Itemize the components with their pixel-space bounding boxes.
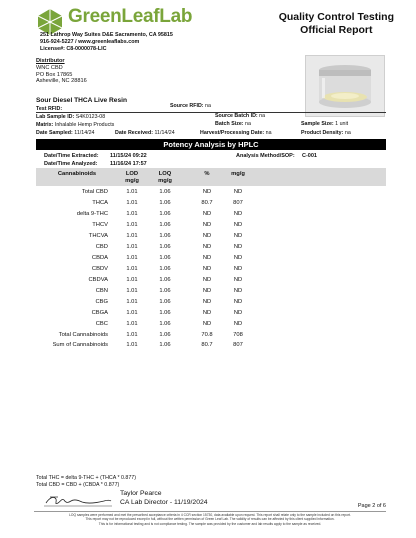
extracted-label: Date/Time Extracted: xyxy=(44,153,99,159)
mg-value: ND xyxy=(233,189,243,195)
cannabinoid-name: CBGA xyxy=(91,310,108,316)
mg-value: 807 xyxy=(233,342,243,348)
footer-line-2: This report may not be reproduced except in full, without the written permission of Green Leaf Lab. The validity of results can be affected by this client supplied information. xyxy=(85,517,335,522)
loq-value: 1.06 xyxy=(159,222,171,228)
lod-value: 1.01 xyxy=(126,200,138,206)
percent-value: ND xyxy=(202,299,212,305)
analyzed-value: 11/16/24 17:57 xyxy=(110,161,147,167)
harvest-value: na xyxy=(265,130,272,136)
cannabinoid-name: THCVA xyxy=(88,233,108,239)
lab-sample-id xyxy=(36,114,105,120)
cannabinoid-name: THCA xyxy=(92,200,108,206)
source-batch-id xyxy=(215,113,265,119)
header-mg: mg/g xyxy=(231,171,245,177)
total-cbd-note: Total CBD = CBD + (CBDA * 0.877) xyxy=(36,482,120,488)
date-sampled xyxy=(36,130,95,136)
table-row xyxy=(36,264,386,274)
mg-value: ND xyxy=(233,222,243,228)
header-lod-unit: mg/g xyxy=(125,177,139,184)
footer-line-1: LOQ samples were performed and met the prescribed acceptance criteria in 4 CCR section 15730, data available upon request. This report shall relate only to the sample included on this report. xyxy=(69,513,351,517)
loq-value: 1.06 xyxy=(159,310,171,316)
table-row xyxy=(36,297,386,307)
sample-size-label: Sample Size: xyxy=(301,121,334,127)
source-rfid-value: na xyxy=(205,103,211,109)
table-row xyxy=(36,330,386,340)
mg-value: 708 xyxy=(233,332,243,338)
cannabinoid-name: Total CBD xyxy=(81,189,108,195)
source-batch-value: na xyxy=(259,113,266,119)
table-row xyxy=(36,308,386,318)
cannabinoid-name: Total Cannabinoids xyxy=(58,332,108,338)
batch-size xyxy=(215,121,251,127)
table-row xyxy=(36,231,386,241)
lod-value: 1.01 xyxy=(126,189,138,195)
signer-title: CA Lab Director - 11/19/2024 xyxy=(120,498,208,506)
product-density xyxy=(301,130,351,136)
header-percent: % xyxy=(204,171,210,177)
loq-value: 1.06 xyxy=(159,299,171,305)
matrix-value: Inhalable Hemp Products xyxy=(54,122,115,128)
totals-notes xyxy=(36,475,136,489)
percent-value: ND xyxy=(202,288,212,294)
table-row xyxy=(36,319,386,329)
density-label: Product Density: xyxy=(301,130,344,136)
distributor-name: WNC CBD xyxy=(36,64,63,71)
table-row xyxy=(36,286,386,296)
loq-value: 1.06 xyxy=(159,244,171,250)
cannabinoid-name: CBN xyxy=(95,288,108,294)
batch-size-value: na xyxy=(245,121,251,127)
lod-value: 1.01 xyxy=(126,233,138,239)
lab-sample-label: Lab Sample ID: xyxy=(36,114,75,120)
header-cannabinoids: Cannabinoids xyxy=(57,171,97,177)
lod-value: 1.01 xyxy=(126,255,138,261)
product-jar-image xyxy=(305,55,385,117)
matrix xyxy=(36,122,114,128)
report-title-line-2: Official Report xyxy=(300,24,373,36)
mg-value: ND xyxy=(233,233,243,239)
source-rfid xyxy=(170,103,211,109)
mg-value: ND xyxy=(233,277,243,283)
lod-value: 1.01 xyxy=(126,288,138,294)
mg-value: ND xyxy=(233,244,243,250)
lab-sample-value: S4K0123-08 xyxy=(75,114,106,120)
header-loq-unit: mg/g xyxy=(158,177,172,184)
table-row xyxy=(36,209,386,219)
mg-value: ND xyxy=(233,266,243,272)
percent-value: ND xyxy=(202,277,212,283)
loq-value: 1.06 xyxy=(159,321,171,327)
report-title xyxy=(279,11,394,37)
lod-value: 1.01 xyxy=(126,222,138,228)
cannabinoid-name: Sum of Cannabinoids xyxy=(52,342,108,348)
mg-value: ND xyxy=(233,299,243,305)
cannabinoid-name: THCV xyxy=(92,222,108,228)
percent-value: ND xyxy=(202,189,212,195)
table-row xyxy=(36,242,386,252)
lod-value: 1.01 xyxy=(126,310,138,316)
percent-value: 70.8 xyxy=(201,332,213,338)
table-row xyxy=(36,253,386,263)
cannabinoid-name: CBC xyxy=(95,321,108,327)
cannabinoid-name: delta 9-THC xyxy=(76,211,108,217)
loq-value: 1.06 xyxy=(159,277,171,283)
table-header xyxy=(36,168,386,186)
report-title-line-1: Quality Control Testing xyxy=(278,11,394,23)
address-line-1: 251 Lathrop Way Suites D&E Sacramento, CA 95815 xyxy=(40,32,173,38)
product-name: Sour Diesel THCA Live Resin xyxy=(36,97,127,104)
method-label: Analysis Method/SOP: xyxy=(236,153,295,159)
extracted-value: 11/15/24 09:22 xyxy=(110,153,147,159)
mg-value: ND xyxy=(233,321,243,327)
signer-name: Taylor Pearce xyxy=(120,490,162,497)
sample-size-value: 1 unit xyxy=(335,121,349,127)
lod-value: 1.01 xyxy=(126,277,138,283)
lod-value: 1.01 xyxy=(126,211,138,217)
loq-value: 1.06 xyxy=(159,332,171,338)
percent-value: ND xyxy=(202,266,212,272)
report-footer xyxy=(34,511,386,526)
loq-value: 1.06 xyxy=(159,255,171,261)
analyzed-label: Date/Time Analyzed: xyxy=(44,161,98,167)
matrix-label: Matrix: xyxy=(36,122,54,128)
signer-block xyxy=(120,490,208,507)
mg-value: ND xyxy=(233,211,243,217)
brand-name: GreenLeafLab xyxy=(68,6,193,27)
mg-value: ND xyxy=(233,288,243,294)
address-line-2: 916-924-5227 / www.greenleaflabs.com xyxy=(40,39,140,46)
address-line-3: License#: C8-0000078-LIC xyxy=(40,46,107,53)
date-received-value: 11/14/24 xyxy=(154,130,175,136)
mg-value: 807 xyxy=(233,200,243,206)
distributor-block xyxy=(36,58,87,85)
lod-value: 1.01 xyxy=(126,321,138,327)
percent-value: ND xyxy=(202,233,212,239)
test-rfid-label: Test RFID: xyxy=(36,106,63,112)
percent-value: ND xyxy=(202,222,212,228)
batch-size-label: Batch Size: xyxy=(215,121,244,127)
header-loq xyxy=(150,171,180,184)
lab-address xyxy=(40,32,173,54)
divider xyxy=(36,112,386,113)
table-row xyxy=(36,340,386,350)
loq-value: 1.06 xyxy=(159,342,171,348)
header-lod xyxy=(116,171,148,184)
date-received xyxy=(115,130,175,136)
harvest-date xyxy=(200,130,272,136)
distributor-box: PO Box 17865 xyxy=(36,71,73,78)
cannabinoid-name: CBDV xyxy=(91,266,108,272)
method-value: C-001 xyxy=(302,153,317,159)
loq-value: 1.06 xyxy=(159,233,171,239)
cannabinoid-name: CBDVA xyxy=(88,277,108,283)
percent-value: ND xyxy=(202,321,212,327)
percent-value: 80.7 xyxy=(201,200,213,206)
lod-value: 1.01 xyxy=(126,332,138,338)
lod-value: 1.01 xyxy=(126,299,138,305)
header-loq-label: LOQ xyxy=(158,171,172,177)
density-value: na xyxy=(344,130,351,136)
table-row xyxy=(36,275,386,285)
percent-value: ND xyxy=(202,211,212,217)
source-batch-label: Source Batch ID: xyxy=(215,113,258,119)
signature-image xyxy=(44,494,112,508)
date-sampled-value: 11/14/24 xyxy=(74,130,95,136)
cannabinoid-name: CBDA xyxy=(91,255,108,261)
mg-value: ND xyxy=(233,255,243,261)
total-thc-note: Total THC = delta 9-THC + (THCA * 0.877) xyxy=(36,475,136,481)
loq-value: 1.06 xyxy=(159,211,171,217)
footer-line-3: This is for informational testing and is not compliance testing. The sample was provided by the customer and lab results apply to the sample as received. xyxy=(98,521,322,526)
source-rfid-label: Source RFID: xyxy=(170,103,204,109)
header-lod-label: LOD xyxy=(125,171,139,177)
cannabinoid-name: CBD xyxy=(95,244,108,250)
lod-value: 1.01 xyxy=(126,266,138,272)
table-row xyxy=(36,187,386,197)
loq-value: 1.06 xyxy=(159,189,171,195)
loq-value: 1.06 xyxy=(159,266,171,272)
loq-value: 1.06 xyxy=(159,288,171,294)
percent-value: 80.7 xyxy=(201,342,213,348)
lod-value: 1.01 xyxy=(126,342,138,348)
mg-value: ND xyxy=(233,310,243,316)
page-number: Page 2 of 6 xyxy=(357,503,386,509)
section-title: Potency Analysis by HPLC xyxy=(36,139,386,150)
harvest-label: Harvest/Processing Date: xyxy=(200,130,265,136)
percent-value: ND xyxy=(202,244,212,250)
date-sampled-label: Date Sampled: xyxy=(36,130,73,136)
distributor-heading: Distributor xyxy=(36,58,65,64)
lod-value: 1.01 xyxy=(126,244,138,250)
loq-value: 1.06 xyxy=(159,200,171,206)
percent-value: ND xyxy=(202,255,212,261)
cannabinoid-name: CBG xyxy=(95,299,108,305)
date-received-label: Date Received: xyxy=(115,130,153,136)
table-row xyxy=(36,220,386,230)
sample-size xyxy=(301,121,348,127)
percent-value: ND xyxy=(202,310,212,316)
table-row xyxy=(36,198,386,208)
distributor-city: Asheville, NC 28816 xyxy=(36,78,87,85)
